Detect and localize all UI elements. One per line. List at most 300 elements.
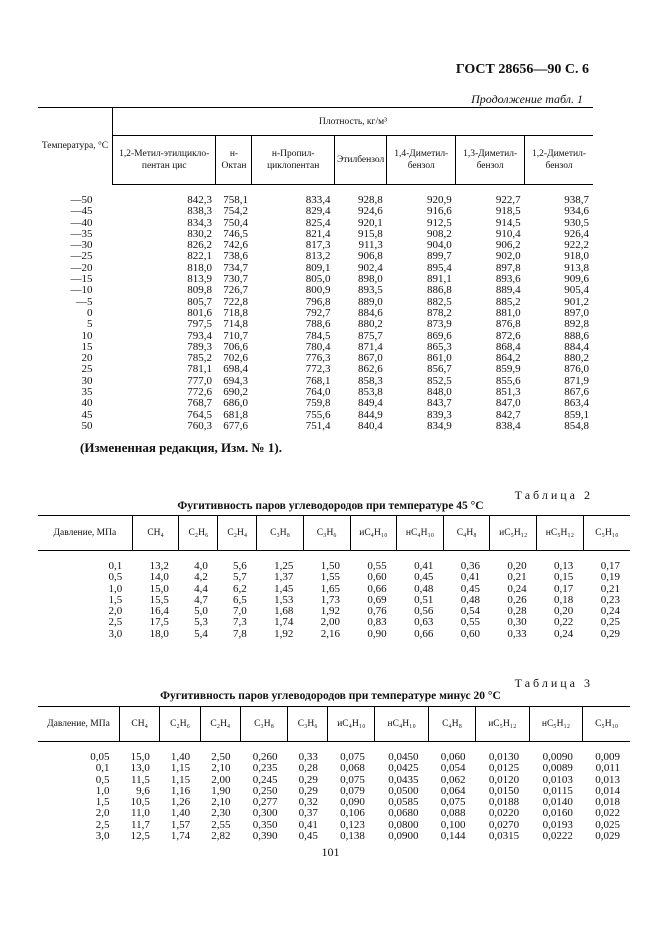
fugacity-cell: 0,36 — [460, 560, 480, 572]
density-cell: 826,2 — [187, 239, 212, 252]
density-cell: 895,4 — [426, 261, 452, 274]
density-cell: 681,8 — [223, 408, 248, 421]
density-cell: 677,6 — [223, 419, 248, 432]
density-cell: 918,0 — [564, 250, 589, 263]
density-cell: 809,8 — [187, 284, 212, 297]
fugacity-cell: 1,92 — [274, 627, 294, 640]
column-header: Давление, МПа — [38, 516, 132, 551]
density-cell: 928,8 — [358, 194, 383, 206]
temperature-cell: —20 — [70, 261, 93, 274]
fugacity-cell: 1,16 — [170, 784, 191, 797]
density-cell: 734,7 — [223, 261, 248, 274]
density-cell: 876,8 — [495, 318, 521, 331]
fugacity-cell: 12,5 — [130, 830, 150, 843]
fugacity-cell: 6,5 — [233, 593, 247, 606]
fugacity-cell: 0,29 — [600, 627, 620, 640]
column-header: иC₅H₁₂ — [476, 707, 530, 742]
pressure-cell: 1,0 — [95, 784, 110, 797]
fugacity-table-minus20 — [38, 706, 630, 842]
density-cell: 780,4 — [305, 340, 331, 353]
density-cell: 849,4 — [358, 397, 383, 410]
density-cell: 768,7 — [187, 397, 212, 410]
pressure-cell: 0,1 — [95, 762, 110, 775]
fugacity-cell: 0,025 — [595, 818, 620, 831]
density-cell: 881,0 — [495, 306, 521, 319]
column-header: нC₄H₁₀ — [397, 516, 444, 551]
fugacity-cell: 0,277 — [252, 796, 278, 809]
density-cell: 694,3 — [223, 374, 248, 387]
fugacity-cell: 1,45 — [274, 582, 294, 595]
density-cell: 885,2 — [495, 295, 521, 308]
temperature-cell: —15 — [70, 273, 93, 286]
fugacity-cell: 0,29 — [298, 773, 318, 786]
fugacity-cell: 1,73 — [320, 593, 341, 606]
fugacity-cell: 0,83 — [367, 616, 387, 629]
continuation-caption: Продолжение табл. 1 — [471, 92, 583, 106]
density-cell: 869,6 — [426, 329, 452, 342]
fugacity-cell: 0,088 — [440, 807, 466, 820]
fugacity-cell: 0,66 — [367, 582, 387, 595]
fugacity-cell: 1,40 — [170, 807, 191, 820]
table-row — [38, 572, 630, 583]
fugacity-cell: 0,18 — [553, 593, 574, 606]
fugacity-cell: 0,0220 — [488, 807, 520, 820]
density-table — [38, 107, 593, 432]
fugacity-cell: 0,20 — [553, 605, 574, 618]
fugacity-cell: 0,66 — [414, 627, 434, 640]
density-cell: 884,4 — [564, 340, 589, 353]
table-row — [38, 820, 630, 831]
density-cell: 822,1 — [187, 250, 212, 263]
density-cell: 793,4 — [187, 329, 212, 342]
density-cell: 801,6 — [187, 306, 212, 319]
pressure-cell: 0,05 — [90, 751, 110, 763]
column-header: иC₄H₁₀ — [350, 516, 397, 551]
temperature-cell: 10 — [81, 329, 93, 342]
density-cell: 855,6 — [495, 374, 521, 387]
fugacity-cell: 0,0089 — [542, 762, 573, 775]
density-cell: 905,4 — [564, 284, 589, 297]
density-cell: 722,8 — [223, 295, 248, 308]
fugacity-cell: 0,090 — [340, 796, 365, 809]
temperature-cell: 0 — [87, 306, 93, 319]
pressure-cell: 0,5 — [108, 571, 123, 584]
fugacity-cell: 0,33 — [507, 627, 527, 640]
fugacity-cell: 0,76 — [367, 605, 387, 618]
column-header: CH₄ — [132, 516, 179, 551]
density-cell: 854,8 — [564, 419, 589, 432]
density-cell: 843,7 — [426, 397, 452, 410]
density-cell: 772,6 — [187, 386, 212, 399]
density-cell: 926,4 — [564, 227, 589, 240]
density-cell: 882,5 — [426, 295, 452, 308]
table2-label: Таблица 2 — [514, 488, 593, 502]
pressure-cell: 2,5 — [108, 616, 123, 629]
table-row — [38, 808, 630, 819]
density-cell: 772,3 — [305, 363, 331, 376]
column-header: 1,3-Диметил-бензол — [456, 136, 525, 185]
fugacity-cell: 0,022 — [595, 807, 620, 820]
density-cell: 796,8 — [305, 295, 331, 308]
fugacity-cell: 0,60 — [367, 571, 387, 584]
density-cell: 880,2 — [564, 352, 589, 365]
density-cell: 893,6 — [495, 273, 521, 286]
fugacity-cell: 0,45 — [460, 582, 480, 595]
density-cell: 897,8 — [495, 261, 521, 274]
density-cell: 789,3 — [187, 340, 212, 353]
fugacity-cell: 2,55 — [211, 818, 231, 831]
fugacity-cell: 15,5 — [149, 593, 169, 606]
temperature-cell: 30 — [81, 374, 93, 387]
density-cell: 710,7 — [223, 329, 248, 342]
density-cell: 834,9 — [426, 419, 452, 432]
fugacity-cell: 0,41 — [460, 571, 480, 584]
fugacity-cell: 0,250 — [252, 784, 278, 797]
fugacity-table-45 — [38, 515, 630, 640]
column-header: C₂H₆ — [160, 707, 200, 742]
fugacity-cell: 0,0193 — [542, 818, 573, 831]
fugacity-cell: 0,0900 — [388, 830, 419, 843]
density-cell: 829,4 — [305, 205, 331, 218]
fugacity-cell: 2,16 — [320, 627, 341, 640]
density-cell: 758,1 — [223, 194, 248, 206]
density-cell: 839,3 — [426, 408, 452, 421]
density-cell: 825,4 — [305, 216, 331, 229]
density-cell: 871,4 — [358, 340, 383, 353]
fugacity-cell: 0,060 — [440, 751, 466, 763]
fugacity-cell: 14,0 — [149, 571, 169, 584]
density-cell: 873,9 — [426, 318, 452, 331]
table-row — [38, 319, 593, 330]
density-cell: 750,4 — [223, 216, 248, 229]
density-cell: 913,8 — [564, 261, 589, 274]
fugacity-cell: 0,41 — [414, 560, 434, 572]
fugacity-cell: 0,0500 — [388, 784, 419, 797]
density-cell: 805,7 — [187, 295, 212, 308]
fugacity-cell: 0,45 — [414, 571, 434, 584]
fugacity-cell: 0,30 — [507, 616, 527, 629]
fugacity-cell: 0,45 — [298, 830, 318, 843]
density-cell: 833,4 — [305, 194, 331, 206]
density-cell: 880,2 — [358, 318, 383, 331]
pressure-cell: 1,5 — [108, 593, 123, 606]
density-cell: 842,7 — [495, 408, 521, 421]
temperature-cell: 20 — [81, 352, 93, 365]
fugacity-cell: 0,068 — [340, 762, 365, 775]
density-cell: 792,7 — [305, 306, 331, 319]
density-cell: 776,3 — [305, 352, 331, 365]
density-cell: 914,5 — [495, 216, 521, 229]
density-cell: 760,3 — [187, 419, 212, 432]
fugacity-cell: 0,21 — [507, 571, 527, 584]
table-row — [38, 185, 593, 207]
density-cell: 864,2 — [495, 352, 521, 365]
fugacity-cell: 0,0120 — [488, 773, 520, 786]
fugacity-cell: 4,4 — [194, 582, 208, 595]
pressure-cell: 1,5 — [95, 796, 110, 809]
fugacity-cell: 0,062 — [440, 773, 466, 786]
column-header: C₅H₁₀ — [583, 516, 630, 551]
fugacity-cell: 0,29 — [298, 784, 318, 797]
density-cell: 859,1 — [564, 408, 589, 421]
fugacity-cell: 0,350 — [252, 818, 278, 831]
column-header: нC₄H₁₀ — [375, 707, 429, 742]
table-row — [38, 831, 630, 842]
density-cell: 759,8 — [305, 397, 331, 410]
density-cell: 901,2 — [564, 295, 589, 308]
density-cell: 893,5 — [358, 284, 383, 297]
table-row — [38, 285, 593, 296]
fugacity-cell: 2,50 — [211, 751, 231, 763]
density-cell: 821,4 — [305, 227, 331, 240]
density-cell: 706,6 — [223, 340, 248, 353]
temperature-cell: —30 — [70, 239, 93, 252]
column-header: 1,4-Диметил-бензол — [387, 136, 456, 185]
density-cell: 751,4 — [305, 419, 331, 432]
density-cell: 754,2 — [223, 205, 248, 218]
fugacity-cell: 0,0090 — [542, 751, 573, 763]
temperature-cell: —40 — [70, 216, 93, 229]
density-cell: 934,6 — [564, 205, 589, 218]
fugacity-cell: 1,55 — [320, 571, 341, 584]
column-header: нC₅H₁₂ — [529, 707, 583, 742]
column-header: C₄H₈ — [429, 707, 476, 742]
fugacity-cell: 1,65 — [320, 582, 341, 595]
fugacity-cell: 13,2 — [149, 560, 169, 572]
fugacity-cell: 0,014 — [595, 784, 620, 797]
fugacity-cell: 0,029 — [595, 830, 620, 843]
fugacity-cell: 0,56 — [414, 605, 434, 618]
fugacity-cell: 0,013 — [595, 773, 620, 786]
density-cell: 844,9 — [358, 408, 383, 421]
density-cell: 830,2 — [187, 227, 212, 240]
density-cell: 897,0 — [564, 306, 589, 319]
density-cell: 920,1 — [358, 216, 383, 229]
density-cell: 809,1 — [305, 261, 331, 274]
density-cell: 738,6 — [223, 250, 248, 263]
fugacity-cell: 0,60 — [460, 627, 480, 640]
pressure-cell: 2,0 — [108, 605, 123, 618]
fugacity-cell: 0,69 — [367, 593, 387, 606]
column-header: C₃H₆ — [288, 707, 328, 742]
fugacity-cell: 0,390 — [252, 830, 278, 843]
density-cell: 898,0 — [358, 273, 383, 286]
temperature-cell: 5 — [87, 318, 93, 331]
fugacity-cell: 0,33 — [298, 751, 318, 763]
density-cell: 817,3 — [305, 239, 331, 252]
density-group-header: Плотность, кг/м³ — [113, 108, 594, 136]
density-cell: 886,8 — [426, 284, 452, 297]
temperature-cell: —10 — [70, 284, 93, 297]
density-cell: 764,5 — [187, 408, 212, 421]
fugacity-cell: 0,28 — [507, 605, 527, 618]
fugacity-cell: 0,20 — [507, 560, 527, 572]
fugacity-cell: 2,00 — [211, 773, 231, 786]
temperature-cell: —35 — [70, 227, 93, 240]
density-cell: 777,0 — [187, 374, 212, 387]
fugacity-cell: 1,15 — [170, 762, 191, 775]
fugacity-cell: 0,144 — [440, 830, 466, 843]
pressure-cell: 2,0 — [95, 807, 110, 820]
column-header: C₂H₆ — [179, 516, 218, 551]
table-row — [38, 398, 593, 409]
density-cell: 862,6 — [358, 363, 383, 376]
temperature-cell: 15 — [81, 340, 93, 353]
fugacity-cell: 0,19 — [600, 571, 620, 584]
fugacity-cell: 0,32 — [298, 796, 318, 809]
fugacity-cell: 0,0680 — [388, 807, 419, 820]
column-header: нC₅H₁₂ — [537, 516, 584, 551]
fugacity-cell: 13,0 — [130, 762, 150, 775]
density-cell: 878,2 — [426, 306, 452, 319]
column-header: н-Пропил-циклопентан — [252, 136, 335, 185]
fugacity-cell: 1,40 — [170, 751, 191, 763]
fugacity-cell: 0,300 — [252, 807, 278, 820]
temperature-cell: —50 — [70, 193, 93, 206]
fugacity-cell: 1,92 — [320, 605, 341, 618]
fugacity-cell: 0,48 — [414, 582, 434, 595]
density-cell: 686,0 — [223, 397, 248, 410]
density-cell: 871,9 — [564, 374, 589, 387]
temperature-cell: 45 — [81, 408, 93, 421]
fugacity-cell: 0,0222 — [542, 830, 573, 843]
density-cell: 891,1 — [426, 273, 452, 286]
fugacity-cell: 0,24 — [553, 627, 574, 640]
density-cell: 852,5 — [426, 374, 452, 387]
fugacity-cell: 0,23 — [600, 593, 620, 606]
fugacity-cell: 5,4 — [194, 627, 208, 640]
table3-label: Таблица 3 — [514, 676, 593, 690]
table-row — [38, 629, 630, 640]
fugacity-cell: 15,0 — [149, 582, 169, 595]
temperature-header: Температура, °С — [38, 108, 113, 185]
density-cell: 800,9 — [305, 284, 331, 297]
column-header: C₃H₈ — [257, 516, 304, 551]
fugacity-cell: 1,37 — [274, 571, 294, 584]
table-row — [38, 763, 630, 774]
density-cell: 858,3 — [358, 374, 383, 387]
density-cell: 902,4 — [358, 261, 383, 274]
temperature-cell: 50 — [81, 419, 93, 432]
fugacity-cell: 5,7 — [233, 571, 247, 584]
density-cell: 805,0 — [305, 273, 331, 286]
fugacity-cell: 4,7 — [194, 593, 208, 606]
fugacity-cell: 0,0130 — [488, 751, 520, 763]
fugacity-cell: 0,0115 — [543, 784, 573, 797]
column-header: иC₄H₁₀ — [328, 707, 375, 742]
fugacity-cell: 1,90 — [211, 784, 231, 797]
fugacity-cell: 4,2 — [194, 571, 208, 584]
table-row — [38, 742, 630, 764]
page-header: ГОСТ 28656—90 С. 6 — [455, 62, 589, 77]
pressure-cell: 0,1 — [108, 560, 123, 572]
density-cell: 918,5 — [495, 205, 521, 218]
fugacity-cell: 1,68 — [274, 605, 294, 618]
density-cell: 872,6 — [495, 329, 521, 342]
fugacity-cell: 1,57 — [170, 818, 191, 831]
table-row — [38, 551, 630, 573]
fugacity-cell: 6,2 — [233, 582, 247, 595]
density-cell: 848,0 — [426, 386, 452, 399]
fugacity-cell: 0,48 — [460, 593, 480, 606]
fugacity-cell: 0,018 — [595, 796, 620, 809]
fugacity-cell: 1,26 — [170, 796, 191, 809]
temperature-cell: —45 — [70, 205, 93, 218]
column-header: 1,2-Метил-этилцикло-пентан цис — [113, 136, 216, 185]
fugacity-cell: 2,00 — [320, 616, 341, 629]
density-cell: 698,4 — [223, 363, 248, 376]
fugacity-cell: 11,0 — [131, 807, 150, 820]
fugacity-cell: 0,41 — [298, 818, 318, 831]
fugacity-cell: 5,3 — [194, 616, 208, 629]
fugacity-cell: 0,138 — [340, 830, 365, 843]
density-cell: 904,0 — [426, 239, 452, 252]
table-row — [38, 206, 593, 217]
fugacity-cell: 1,50 — [320, 560, 341, 572]
fugacity-cell: 0,0585 — [388, 796, 419, 809]
density-cell: 865,3 — [426, 340, 452, 353]
fugacity-cell: 0,13 — [553, 560, 574, 572]
density-cell: 755,6 — [305, 408, 331, 421]
temperature-cell: 40 — [81, 397, 93, 410]
fugacity-cell: 0,0315 — [488, 830, 520, 843]
fugacity-cell: 4,0 — [194, 560, 208, 572]
density-cell: 861,0 — [426, 352, 452, 365]
temperature-cell: —25 — [70, 250, 93, 263]
fugacity-cell: 18,0 — [149, 627, 169, 640]
fugacity-cell: 0,22 — [553, 616, 574, 629]
density-cell: 920,9 — [426, 194, 452, 206]
fugacity-cell: 0,100 — [440, 818, 466, 831]
density-cell: 889,0 — [358, 295, 383, 308]
column-header: Давление, МПа — [38, 707, 120, 742]
column-header: C₃H₆ — [303, 516, 350, 551]
fugacity-cell: 0,0160 — [542, 807, 573, 820]
density-cell: 813,2 — [305, 250, 331, 263]
density-cell: 911,3 — [358, 239, 383, 252]
table-row — [38, 786, 630, 797]
density-cell: 797,5 — [187, 318, 212, 331]
fugacity-cell: 0,37 — [298, 807, 318, 820]
column-header: C₄H₈ — [443, 516, 490, 551]
fugacity-cell: 0,24 — [507, 582, 527, 595]
density-cell: 863,4 — [564, 397, 589, 410]
fugacity-cell: 2,30 — [211, 807, 231, 820]
density-cell: 788,6 — [305, 318, 331, 331]
density-cell: 847,0 — [495, 397, 521, 410]
temperature-cell: —5 — [76, 295, 93, 308]
fugacity-cell: 0,15 — [553, 571, 574, 584]
fugacity-cell: 2,10 — [211, 762, 231, 775]
fugacity-cell: 0,064 — [440, 784, 466, 797]
fugacity-cell: 0,245 — [252, 773, 278, 786]
density-cell: 922,7 — [495, 194, 521, 206]
density-cell: 906,8 — [358, 250, 383, 263]
pressure-cell: 3,0 — [95, 830, 110, 843]
fugacity-cell: 0,0125 — [488, 762, 520, 775]
fugacity-cell: 1,25 — [274, 560, 294, 572]
fugacity-cell: 0,24 — [600, 605, 620, 618]
density-cell: 742,6 — [223, 239, 248, 252]
fugacity-cell: 0,0140 — [542, 796, 573, 809]
fugacity-cell: 11,7 — [131, 818, 150, 831]
fugacity-cell: 0,011 — [595, 762, 620, 775]
fugacity-cell: 9,6 — [136, 784, 150, 797]
fugacity-cell: 0,26 — [507, 593, 527, 606]
density-cell: 938,7 — [564, 194, 589, 206]
density-cell: 906,2 — [495, 239, 521, 252]
density-cell: 785,2 — [187, 352, 212, 365]
